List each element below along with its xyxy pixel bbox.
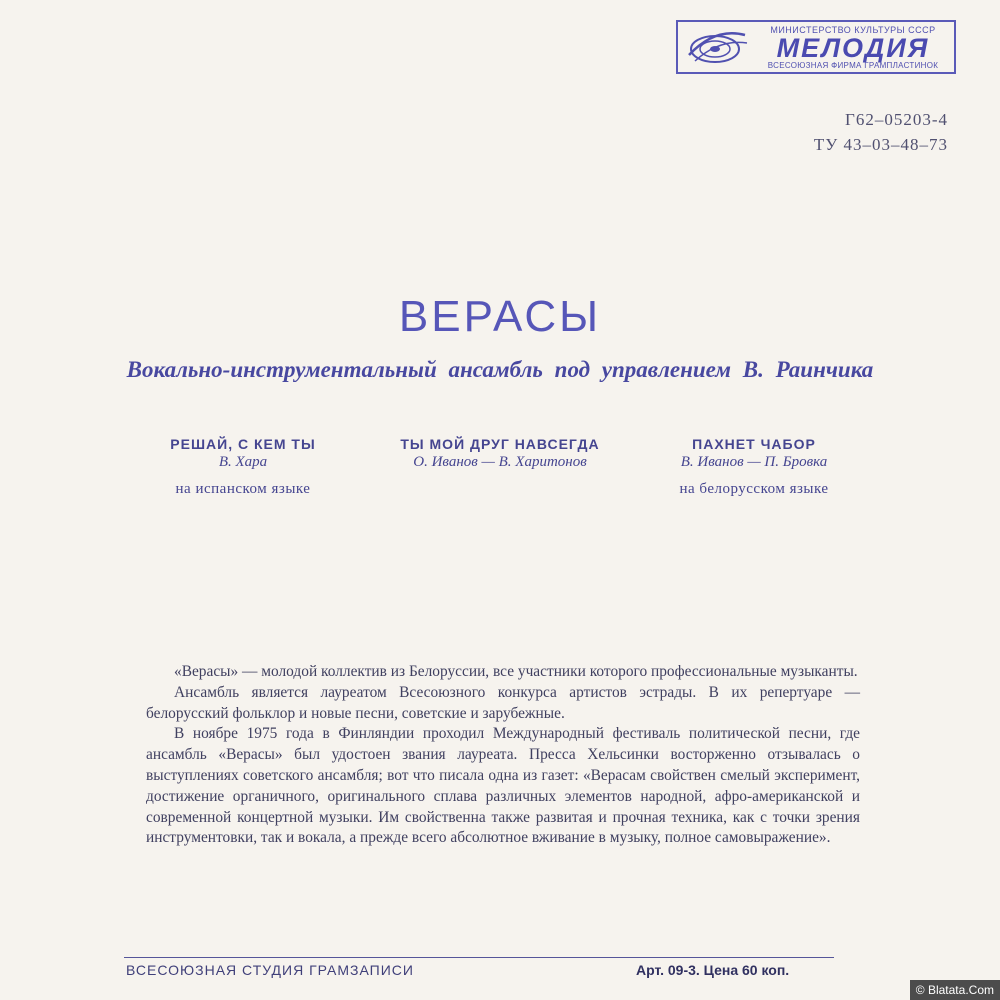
- track-1: [148, 436, 338, 498]
- track-language: на испанском языке: [175, 481, 311, 497]
- studio-name: ВСЕСОЮЗНАЯ СТУДИЯ ГРАМЗАПИСИ: [126, 962, 414, 978]
- paragraph: «Верасы» — молодой коллектив из Белоруссии, все участники которого профессиональные музыканты.: [174, 663, 858, 680]
- track-name: ТЫ МОЙ ДРУГ НАВСЕГДА: [400, 436, 600, 452]
- melodiya-logo: [676, 20, 956, 74]
- track-language: на белорусском языке: [679, 481, 829, 497]
- track-name: РЕШАЙ, С КЕМ ТЫ: [170, 436, 316, 452]
- liner-notes: [146, 662, 860, 849]
- tu-code: ТУ 43–03–48–73: [813, 135, 948, 154]
- track-2: [375, 436, 625, 471]
- track-authors: В. Иванов — П. Бровка: [680, 454, 828, 470]
- logo-bottom-text: ВСЕСОЮЗНАЯ ФИРМА ГРАМПЛАСТИНОК: [767, 60, 939, 70]
- track-authors: О. Иванов — В. Харитонов: [413, 454, 587, 470]
- article-price: Арт. 09-3. Цена 60 коп.: [636, 962, 790, 978]
- paragraph: Ансамбль является лауреатом Всесоюзного конкурса артистов эстрады. В их репертуаре — белорусский фольклор и новые песни, советские и зарубежные.: [146, 683, 860, 722]
- logo-top-text: МИНИСТЕРСТВО КУЛЬТУРЫ СССР: [770, 24, 936, 35]
- logo-brand: МЕЛОДИЯ: [776, 32, 930, 63]
- melodiya-emblem-icon: [678, 22, 756, 72]
- track-name: ПАХНЕТ ЧАБОР: [692, 436, 816, 452]
- album-subtitle: Вокально-инструментальный ансамбль под управлением В. Раинчика: [126, 357, 874, 382]
- footer-divider: [124, 957, 834, 958]
- catalog-code: Г62–05203-4: [845, 110, 948, 129]
- paragraph: В ноябре 1975 года в Финляндии проходил Международный фестиваль политической песни, где ансамбль «Верасы» был удостоен звания лауреата. Пресса Хельсинки восторженно отзывалась о выступлениях советского ансамбля; вот что писала одна из газет: «Верасам свойствен смелый эксперимент, достижение органичного, оригинального сплава различных элементов народной, афро-американской и современной концертной музыки. Им свойственна также развитая и прочная техника, как с точки зрения инструментовки, так и вокала, а прежде всего абсолютное вживание в музыку, полное самовыражение».: [146, 725, 860, 847]
- album-title: ВЕРАСЫ: [398, 292, 602, 341]
- track-authors: В. Хара: [218, 454, 268, 470]
- track-3: [650, 436, 858, 498]
- watermark: © Blatata.Com: [910, 980, 1000, 1000]
